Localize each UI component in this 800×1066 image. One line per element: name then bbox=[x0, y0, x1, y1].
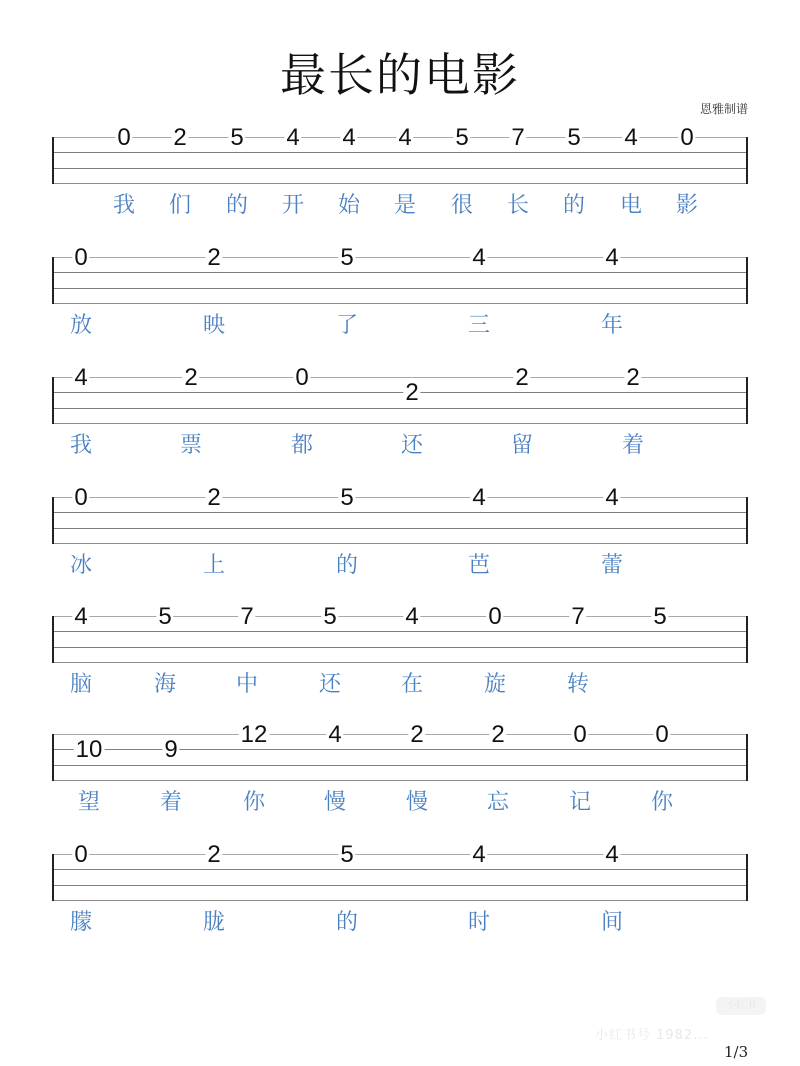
bar-line-right bbox=[746, 854, 748, 901]
fret-number: 5 bbox=[230, 124, 244, 151]
lyric-char: 脑 bbox=[69, 672, 93, 697]
staff-line bbox=[52, 528, 748, 529]
lyric-char: 你 bbox=[650, 790, 674, 815]
fret-number: 2 bbox=[207, 841, 221, 868]
staff-line bbox=[52, 183, 748, 184]
fret-number: 5 bbox=[340, 484, 354, 511]
lyric-char: 记 bbox=[568, 790, 592, 815]
lyric-char: 蕾 bbox=[600, 553, 624, 578]
bar-line-right bbox=[746, 497, 748, 544]
lyric-char: 望 bbox=[77, 790, 101, 815]
bar-line-left bbox=[52, 377, 54, 424]
fret-number: 0 bbox=[573, 721, 587, 748]
fret-number: 4 bbox=[605, 244, 619, 271]
bar-line-left bbox=[52, 734, 54, 781]
bar-line-left bbox=[52, 497, 54, 544]
fret-number: 2 bbox=[491, 721, 505, 748]
page-number: 1/3 bbox=[724, 1043, 749, 1061]
staff-line bbox=[52, 288, 748, 289]
staff-line bbox=[52, 272, 748, 273]
tab-staff bbox=[52, 377, 748, 423]
fret-number: 12 bbox=[240, 721, 268, 748]
lyric-char: 三 bbox=[467, 313, 491, 338]
staff-line bbox=[52, 869, 748, 870]
fret-number: 4 bbox=[472, 244, 486, 271]
fret-number: 4 bbox=[342, 124, 356, 151]
lyric-char: 开 bbox=[281, 193, 305, 218]
lyric-char: 留 bbox=[510, 433, 534, 458]
fret-number: 7 bbox=[571, 603, 585, 630]
fret-number: 2 bbox=[515, 364, 529, 391]
staff-line bbox=[52, 631, 748, 632]
tab-system-1 bbox=[0, 124, 800, 247]
staff-line bbox=[52, 303, 748, 304]
tab-staff bbox=[52, 257, 748, 303]
lyric-char: 还 bbox=[318, 672, 342, 697]
lyric-char: 朦 bbox=[69, 910, 93, 935]
staff-line bbox=[52, 152, 748, 153]
tab-system-4 bbox=[0, 484, 800, 607]
lyric-char: 电 bbox=[619, 193, 643, 218]
bar-line-left bbox=[52, 616, 54, 663]
watermark-text: 小红书号 1982... bbox=[595, 1028, 709, 1043]
fret-number: 4 bbox=[624, 124, 638, 151]
staff-line bbox=[52, 377, 748, 378]
lyric-char: 我 bbox=[112, 193, 136, 218]
staff-line bbox=[52, 423, 748, 424]
lyric-char: 长 bbox=[506, 193, 530, 218]
bar-line-left bbox=[52, 137, 54, 184]
lyric-char: 间 bbox=[600, 910, 624, 935]
fret-number: 0 bbox=[74, 484, 88, 511]
staff-line bbox=[52, 854, 748, 855]
bar-line-right bbox=[746, 257, 748, 304]
bar-line-right bbox=[746, 377, 748, 424]
lyric-char: 的 bbox=[335, 553, 359, 578]
lyric-char: 放 bbox=[69, 313, 93, 338]
fret-number: 7 bbox=[240, 603, 254, 630]
lyric-char: 上 bbox=[202, 553, 226, 578]
tab-staff bbox=[52, 734, 748, 780]
fret-number: 0 bbox=[488, 603, 502, 630]
lyric-char: 还 bbox=[400, 433, 424, 458]
watermark-badge: 小红书 bbox=[716, 997, 766, 1015]
lyric-char: 胧 bbox=[202, 910, 226, 935]
lyric-char: 们 bbox=[168, 193, 192, 218]
tab-system-6 bbox=[0, 721, 800, 844]
tab-system-7 bbox=[0, 841, 800, 964]
arranger-credit: 恩雅制谱 bbox=[699, 102, 748, 116]
bar-line-right bbox=[746, 734, 748, 781]
staff-line bbox=[52, 647, 748, 648]
lyric-char: 着 bbox=[159, 790, 183, 815]
fret-number: 0 bbox=[295, 364, 309, 391]
lyric-char: 的 bbox=[562, 193, 586, 218]
lyric-char: 始 bbox=[337, 193, 361, 218]
fret-number: 5 bbox=[323, 603, 337, 630]
lyric-char: 时 bbox=[467, 910, 491, 935]
fret-number: 4 bbox=[605, 484, 619, 511]
fret-number: 2 bbox=[405, 379, 419, 406]
fret-number: 2 bbox=[207, 484, 221, 511]
lyric-char: 很 bbox=[450, 193, 474, 218]
staff-line bbox=[52, 512, 748, 513]
fret-number: 2 bbox=[184, 364, 198, 391]
lyric-char: 冰 bbox=[69, 553, 93, 578]
staff-line bbox=[52, 408, 748, 409]
fret-number: 0 bbox=[680, 124, 694, 151]
fret-number: 2 bbox=[173, 124, 187, 151]
staff-line bbox=[52, 900, 748, 901]
fret-number: 5 bbox=[567, 124, 581, 151]
fret-number: 4 bbox=[286, 124, 300, 151]
staff-line bbox=[52, 749, 748, 750]
lyric-char: 慢 bbox=[405, 790, 429, 815]
fret-number: 4 bbox=[398, 124, 412, 151]
fret-number: 4 bbox=[472, 841, 486, 868]
tab-system-3 bbox=[0, 364, 800, 487]
lyric-char: 旋 bbox=[483, 672, 507, 697]
staff-line bbox=[52, 168, 748, 169]
lyric-char: 的 bbox=[225, 193, 249, 218]
staff-line bbox=[52, 392, 748, 393]
lyric-char: 芭 bbox=[467, 553, 491, 578]
fret-number: 10 bbox=[75, 736, 103, 763]
lyric-char: 年 bbox=[600, 313, 624, 338]
fret-number: 0 bbox=[117, 124, 131, 151]
tab-system-2 bbox=[0, 244, 800, 367]
lyric-char: 影 bbox=[675, 193, 699, 218]
fret-number: 5 bbox=[158, 603, 172, 630]
fret-number: 2 bbox=[410, 721, 424, 748]
tab-system-5 bbox=[0, 603, 800, 726]
bar-line-left bbox=[52, 257, 54, 304]
fret-number: 4 bbox=[328, 721, 342, 748]
tab-staff bbox=[52, 854, 748, 900]
fret-number: 4 bbox=[74, 364, 88, 391]
lyric-char: 忘 bbox=[486, 790, 510, 815]
lyric-char: 转 bbox=[566, 672, 590, 697]
staff-line bbox=[52, 257, 748, 258]
bar-line-right bbox=[746, 616, 748, 663]
song-title: 最长的电影 bbox=[280, 48, 520, 102]
fret-number: 4 bbox=[74, 603, 88, 630]
lyric-char: 着 bbox=[621, 433, 645, 458]
staff-line bbox=[52, 765, 748, 766]
lyric-char: 票 bbox=[179, 433, 203, 458]
fret-number: 4 bbox=[472, 484, 486, 511]
fret-number: 0 bbox=[74, 244, 88, 271]
lyric-char: 都 bbox=[290, 433, 314, 458]
lyric-char: 映 bbox=[202, 313, 226, 338]
fret-number: 2 bbox=[207, 244, 221, 271]
lyric-char: 我 bbox=[69, 433, 93, 458]
staff-line bbox=[52, 662, 748, 663]
lyric-char: 慢 bbox=[323, 790, 347, 815]
bar-line-right bbox=[746, 137, 748, 184]
fret-number: 7 bbox=[511, 124, 525, 151]
staff-line bbox=[52, 885, 748, 886]
lyric-char: 了 bbox=[335, 313, 359, 338]
fret-number: 5 bbox=[340, 244, 354, 271]
fret-number: 5 bbox=[340, 841, 354, 868]
bar-line-left bbox=[52, 854, 54, 901]
fret-number: 5 bbox=[455, 124, 469, 151]
staff-line bbox=[52, 543, 748, 544]
fret-number: 5 bbox=[653, 603, 667, 630]
fret-number: 0 bbox=[655, 721, 669, 748]
fret-number: 4 bbox=[605, 841, 619, 868]
lyric-char: 的 bbox=[335, 910, 359, 935]
lyric-char: 你 bbox=[242, 790, 266, 815]
staff-line bbox=[52, 734, 748, 735]
lyric-char: 海 bbox=[153, 672, 177, 697]
fret-number: 9 bbox=[164, 736, 178, 763]
lyric-char: 是 bbox=[393, 193, 417, 218]
lyric-char: 中 bbox=[235, 672, 259, 697]
fret-number: 2 bbox=[626, 364, 640, 391]
staff-line bbox=[52, 780, 748, 781]
fret-number: 0 bbox=[74, 841, 88, 868]
tab-staff bbox=[52, 497, 748, 543]
staff-line bbox=[52, 497, 748, 498]
fret-number: 4 bbox=[405, 603, 419, 630]
lyric-char: 在 bbox=[400, 672, 424, 697]
